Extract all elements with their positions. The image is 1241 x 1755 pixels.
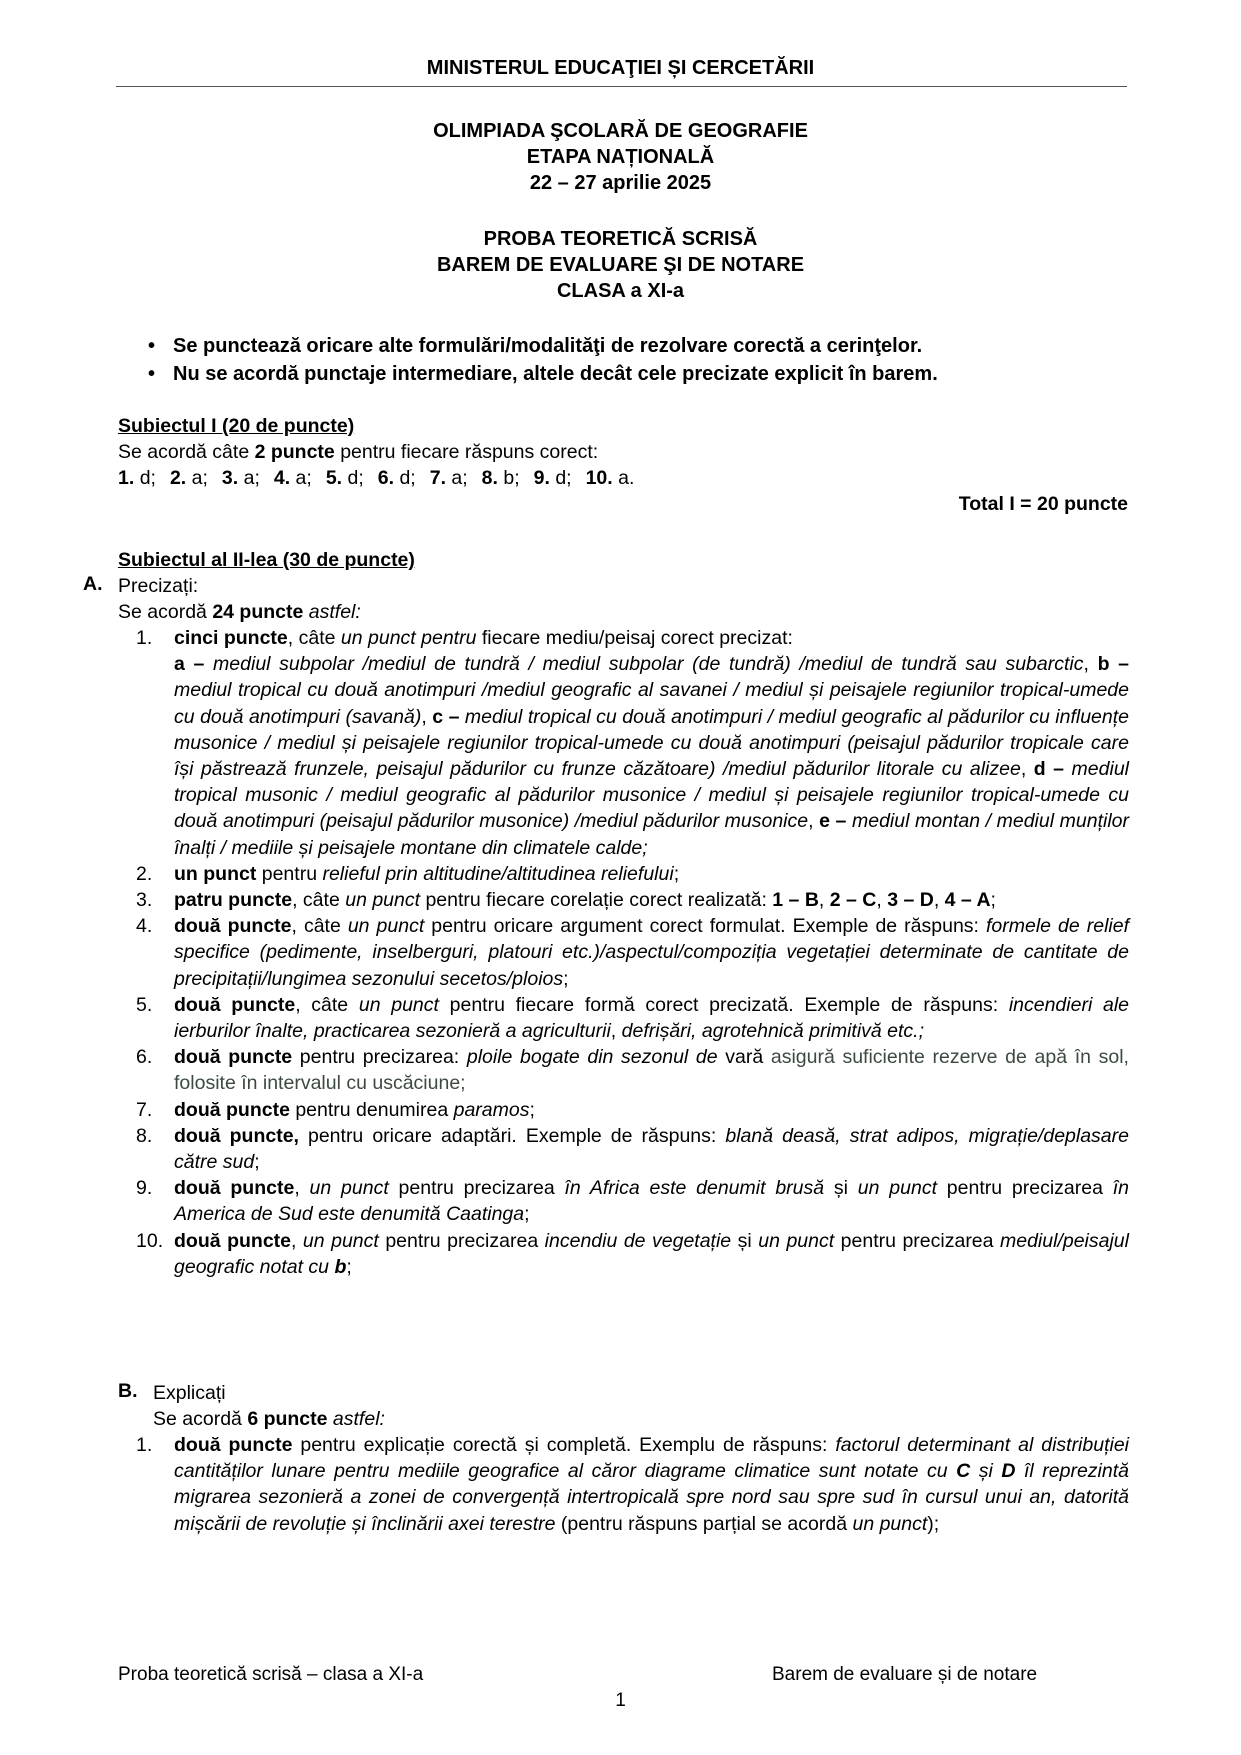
criterion-item (136, 1228, 1129, 1280)
criterion-text: două puncte pentru denumirea paramos; (174, 1098, 535, 1121)
criterion-item (136, 625, 1129, 861)
criterion-text: două puncte, câte un punct pentru fiecare formă corect precizată. Exemple de răspuns: incendieri ale ierburilor înalte, practicarea sezonieră a agriculturii, defrișări, agrotehnică primitivă etc.; (174, 993, 1129, 1043)
event-dates: 22 – 27 aprilie 2025 (529, 172, 712, 194)
answer-item (274, 465, 312, 491)
part-b-intro: Se acordă 6 puncte astfel: (153, 1408, 385, 1430)
answer-letter: a; (191, 467, 208, 489)
subject-1 (118, 413, 1128, 491)
criterion-number: 2. (136, 862, 153, 885)
criterion-text: două puncte, un punct pentru precizarea incendiu de vegetație și un punct pentru precizarea mediul/peisajul geografic notat cu b; (174, 1229, 1129, 1278)
criterion-number: 3. (136, 889, 153, 912)
criterion-number: 9. (136, 1177, 153, 1200)
stage-title: ETAPA NAȚIONALĂ (526, 146, 715, 168)
answer-number: 6. (377, 467, 395, 489)
answer-number: 2. (169, 467, 187, 489)
grade-level: CLASA a XI-a (556, 280, 685, 302)
answer-number: 9. (533, 467, 550, 489)
answer-number: 8. (481, 467, 498, 489)
subject-1-heading: Subiectul I (20 de puncte) (118, 415, 355, 437)
criterion-number: 8. (136, 1124, 153, 1147)
part-a-label: Precizați: (118, 575, 199, 597)
criterion-item (136, 1432, 1129, 1537)
olympiad-title-block (0, 118, 1241, 196)
olympiad-title: OLIMPIADA ŞCOLARĂ DE GEOGRAFIE (433, 120, 808, 142)
criterion-number: 10. (136, 1229, 164, 1252)
criterion-number: 4. (136, 915, 153, 938)
answer-number: 3. (221, 467, 239, 489)
exam-type: PROBA TEORETICĂ SCRISĂ (483, 228, 758, 250)
rule-item: • Se punctează oricare alte formulări/modalităţi de rezolvare corectă a cerinţelor. (148, 332, 938, 360)
answer-letter: d; (139, 467, 156, 489)
answer-letter: a; (243, 467, 260, 489)
subject-2-heading-row (118, 547, 1128, 573)
answer-key (118, 465, 1128, 491)
criterion-text: patru puncte, câte un punct pentru fiecare corelație corect realizată: 1 – B, 2 – C, 3 – D, 4 – A; (174, 889, 996, 912)
part-b-header (153, 1380, 1163, 1432)
answer-item (586, 465, 635, 491)
footer-doc-label: Barem de evaluare și de notare (772, 1664, 1038, 1685)
answer-item (118, 465, 156, 491)
criterion-number: 1. (136, 627, 153, 649)
criterion-number: 7. (136, 1098, 153, 1121)
answer-letter: d; (555, 467, 572, 489)
answer-item (534, 465, 572, 491)
criterion-number: 6. (136, 1046, 153, 1069)
document-type: BAREM DE EVALUARE ŞI DE NOTARE (436, 254, 805, 276)
answer-letter: a; (295, 467, 312, 489)
answer-number: 10. (585, 467, 613, 489)
part-b-items (136, 1432, 1129, 1537)
answer-letter: b; (503, 467, 520, 489)
ministry-header: MINISTERUL EDUCAŢIEI ȘI CERCETĂRII (426, 57, 815, 79)
part-a-items (136, 625, 1129, 1280)
criterion-number: 1. (136, 1434, 153, 1456)
exam-title-block (0, 226, 1241, 304)
part-a-intro: Se acordă 24 puncte astfel: (118, 601, 361, 623)
criterion-item (136, 1175, 1129, 1227)
criterion-text: cinci puncte, câte un punct pentru fiecare mediu/peisaj corect precizat: a – mediul subpolar /mediul de tundră / mediul subpolar (de tundră) /mediul de tundră sau subarctic, b – mediul tropical cu două anotimpuri /mediul geografic al savanei / mediul și peisajele regiunilor tropical-umede cu două anotimpuri (savană), c – mediul tropical cu două anotimpuri / mediul geografic al pădurilor cu influențe musonice / mediul și peisajele regiunilor tropical-umede cu două anotimpuri (peisajul pădurilor tropicale care își păstrează frunzele, peisajul pădurilor cu frunze căzătoare) /mediul pădurilor litorale cu alizee, d – mediul tropical musonic / mediul geografic al pădurilor musonice / mediul și peisajele regiunilor tropical-umede cu două anotimpuri (peisajul pădurilor musonice) /mediul pădurilor musonice, e – mediul montan / mediul munților înalți / mediile și peisajele montane din climatele calde; (174, 627, 1130, 859)
answer-item (222, 465, 260, 491)
part-a-header (118, 573, 1128, 625)
answer-item (170, 465, 208, 491)
answer-item (430, 465, 468, 491)
criterion-item (136, 1044, 1129, 1096)
footer-exam-label: Proba teoretică scrisă – clasa a XI-a (118, 1664, 424, 1685)
answer-number: 7. (429, 467, 446, 489)
subject-1-total: Total I = 20 puncte (958, 493, 1128, 515)
header-divider (116, 86, 1127, 87)
criterion-text: un punct pentru relieful prin altitudine/altitudinea reliefului; (174, 862, 680, 885)
answer-item (378, 465, 416, 491)
subject-2-heading: Subiectul al II-lea (30 de puncte) (118, 549, 415, 571)
criterion-item (136, 861, 1129, 887)
answer-letter: d; (399, 467, 416, 489)
part-a-letter: A. (83, 573, 103, 595)
criterion-text: două puncte, pentru oricare adaptări. Exemple de răspuns: blană deasă, strat adipos, migrație/deplasare către sud; (174, 1124, 1129, 1174)
answer-letter: a; (451, 467, 468, 489)
answer-number: 5. (325, 467, 343, 489)
subject-1-intro: Se acordă câte 2 puncte pentru fiecare răspuns corect: (118, 441, 599, 463)
answer-item (326, 465, 364, 491)
criterion-item (136, 887, 1129, 913)
part-b-letter: B. (118, 1380, 138, 1402)
answer-item (482, 465, 520, 491)
criterion-item (136, 1097, 1129, 1123)
criterion-item (136, 913, 1129, 992)
criterion-item (136, 1123, 1129, 1175)
criterion-number: 5. (136, 993, 153, 1016)
criterion-text: două puncte pentru explicație corectă și completă. Exemplu de răspuns: factorul determinant al distribuției cantităților lunare pentru mediile geografice al căror diagrame climatice sunt notate cu C și D îl reprezintă migrarea sezonieră a zonei de convergență intertropicală spre nord sau spre sud în cursul unui an, datorită mișcării de revoluție și înclinării axei terestre (pentru răspuns parțial se acordă un punct); (174, 1434, 1130, 1535)
rule-item: • Nu se acordă punctaje intermediare, altele decât cele precizate explicit în barem. (148, 360, 938, 388)
answer-letter: a. (618, 467, 635, 489)
page-number: 1 (615, 1690, 626, 1711)
criterion-item (136, 992, 1129, 1044)
answer-letter: d; (347, 467, 364, 489)
answer-number: 4. (273, 467, 291, 489)
grading-rules (148, 332, 938, 388)
criterion-text: două puncte pentru precizarea: ploile bogate din sezonul de vară asigură suficiente rezerve de apă în sol, folosite în intervalul cu uscăciune; (174, 1046, 1129, 1095)
answer-number: 1. (118, 467, 135, 489)
criterion-text: două puncte, câte un punct pentru oricare argument corect formulat. Exemple de răspuns: formele de relief specifice (pedimente, inselberguri, platouri etc.)/aspectul/compoziția vegetației determinate de cantitate de precipitații/lungimea sezonului secetos/ploios; (174, 915, 1129, 990)
criterion-text: două puncte, un punct pentru precizarea în Africa este denumit brusă și un punct pentru precizarea în America de Sud este denumită Caatinga; (174, 1177, 1130, 1226)
part-b-label: Explicați (153, 1382, 226, 1404)
